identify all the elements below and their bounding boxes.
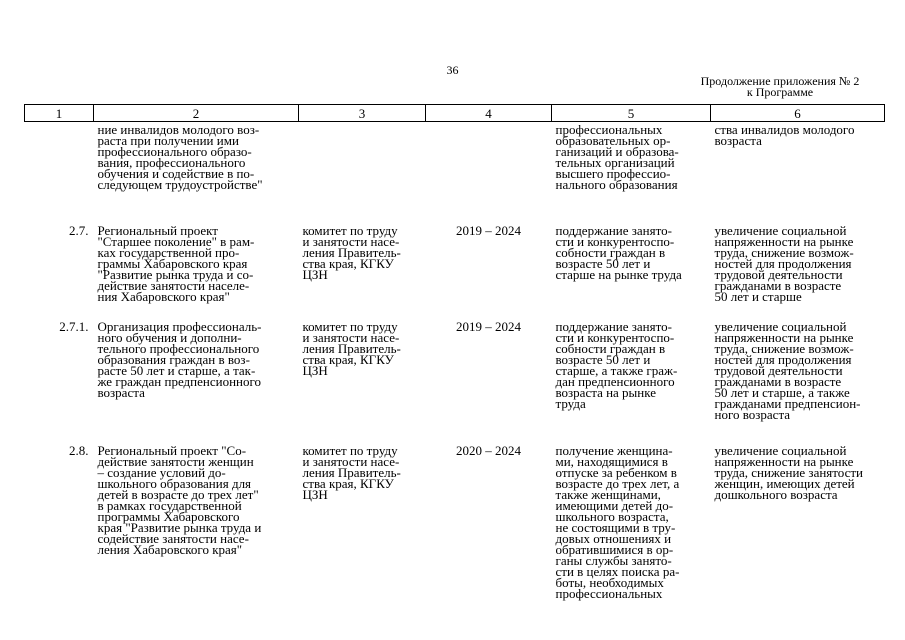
consequence xyxy=(711,122,885,225)
table-header-row xyxy=(25,105,885,122)
executor-text: комитет по труду и занятости насе- ления Правитель- ства края, КГКУ ЦЗН xyxy=(302,222,401,282)
table-row xyxy=(25,122,885,225)
measure-name xyxy=(94,222,299,321)
measure-name-text: ние инвалидов молодого воз- раста при получении ими профессионального образо- вания, профессионального обучения и содействие в по- следующем трудоустройстве" xyxy=(97,122,263,192)
period xyxy=(426,222,552,321)
period xyxy=(426,442,552,631)
row-number-text: 2.7. xyxy=(69,222,89,238)
measure-name xyxy=(94,318,299,445)
expected-result-text: поддержание занято- сти и конкурентоспо- собности граждан в возрасте 50 лет и старше, а также граж- дан предпенсионного возраста на рынке труда xyxy=(555,318,678,411)
executor xyxy=(299,442,426,631)
row-number xyxy=(25,442,94,631)
consequence-text: увеличение социальной напряженности на рынке труда, снижение возмож- ностей для продолжения трудовой деятельности гражданами в возрасте 50 лет и старше xyxy=(714,222,854,304)
consequence-text: увеличение социальной напряженности на рынке труда, снижение возмож- ностей для продолжения трудовой деятельности гражданами в возрасте 50 лет и старше, а также гражданами предпенсион- ного возраста xyxy=(714,318,861,422)
appendix-line-2: к Программе xyxy=(746,85,814,99)
executor xyxy=(299,222,426,321)
expected-result xyxy=(552,222,711,321)
column-header-5: 5 xyxy=(552,105,711,122)
consequence-text: увеличение социальной напряженности на рынке труда, снижение занятости женщин, имеющих детей дошкольного возраста xyxy=(714,442,864,502)
row-number xyxy=(25,222,94,321)
period xyxy=(426,318,552,445)
column-header-6: 6 xyxy=(711,105,885,122)
executor-text: комитет по труду и занятости насе- ления Правитель- ства края, КГКУ ЦЗН xyxy=(302,442,401,502)
row-number xyxy=(25,318,94,445)
column-header-2: 2 xyxy=(94,105,299,122)
measure-name-text: Региональный проект "Со- действие занятости женщин – создание условий до- школьного образования для детей в возрасте до трех лет" в рамках государственной программы Хабаровского края "Развитие рынка труда и содействие занятости насе- ления Хабаровского края" xyxy=(97,442,262,557)
executor xyxy=(299,318,426,445)
expected-result-text: поддержание занято- сти и конкурентоспо- собности граждан в возрасте 50 лет и старше на рынке труда xyxy=(555,222,682,282)
consequence-text: ства инвалидов молодого возраста xyxy=(714,122,855,148)
column-header-4: 4 xyxy=(426,105,552,122)
column-header-1: 1 xyxy=(25,105,94,122)
page-number: 36 xyxy=(446,63,459,77)
expected-result-text: получение женщина- ми, находящимися в отпуске за ребенком в возрасте до трех лет, а также женщинами, имеющими детей до- школьного возраста, не состоящими в тру- довых отношениях и обратившимися в ор- ганы службы занято- сти в целях поиска ра- боты, необходимых профессиональных xyxy=(555,442,680,601)
program-table xyxy=(24,104,885,631)
measure-name-text: Региональный проект "Старшее поколение" в рам- ках государственной про- граммы Хабаровского края "Развитие рынка труда и со- действие занятости населе- ния Хабаровского края" xyxy=(97,222,255,304)
expected-result xyxy=(552,442,711,631)
row-number-text: 2.8. xyxy=(69,442,89,458)
appendix-note xyxy=(680,76,880,98)
measure-name xyxy=(94,122,299,225)
measure-name xyxy=(94,442,299,631)
expected-result xyxy=(552,318,711,445)
consequence xyxy=(711,222,885,321)
appendix-line-1: Продолжение приложения № 2 xyxy=(700,74,860,88)
period xyxy=(426,122,552,225)
executor-text: комитет по труду и занятости насе- ления Правитель- ства края, КГКУ ЦЗН xyxy=(302,318,401,378)
period-text: 2019 – 2024 xyxy=(456,318,521,334)
expected-result xyxy=(552,122,711,225)
measure-name-text: Организация профессиональ- ного обучения и дополни- тельного профессионального образования граждан в воз- расте 50 лет и старше, а так- же граждан предпенсионного возраста xyxy=(97,318,262,400)
executor xyxy=(299,122,426,225)
column-header-3: 3 xyxy=(299,105,426,122)
row-number xyxy=(25,122,94,225)
consequence xyxy=(711,442,885,631)
period-text: 2020 – 2024 xyxy=(456,442,521,458)
table-row xyxy=(25,321,885,445)
expected-result-text: профессиональных образовательных ор- ганизаций и образова- тельных организаций высшего профессио- нального образования xyxy=(555,122,679,192)
period-text: 2019 – 2024 xyxy=(456,222,521,238)
row-number-text: 2.7.1. xyxy=(59,318,89,334)
consequence xyxy=(711,318,885,445)
table-row xyxy=(25,225,885,321)
table-row xyxy=(25,445,885,631)
